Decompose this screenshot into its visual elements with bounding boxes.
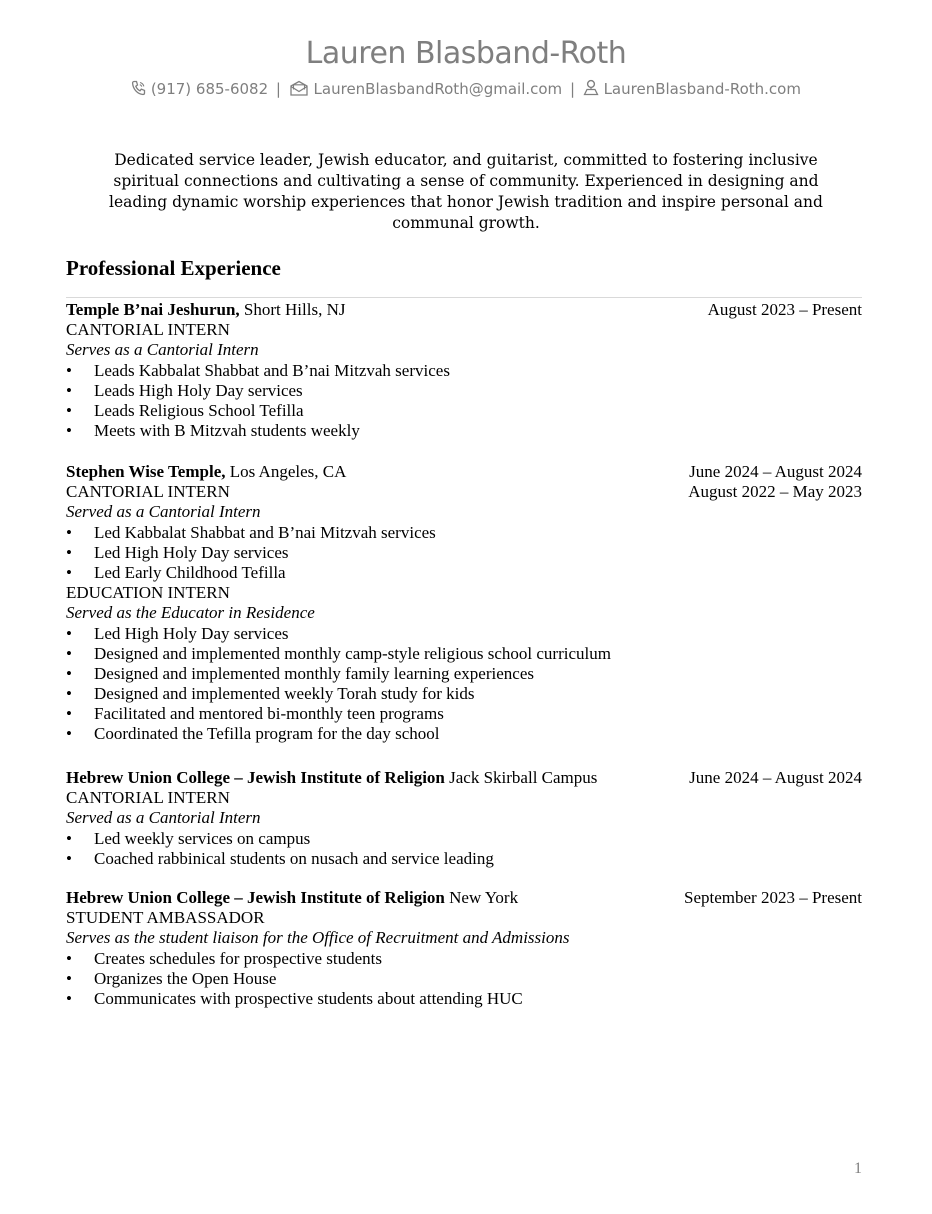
bullet-icon: •	[66, 968, 72, 988]
organization-name: Stephen Wise Temple,	[66, 462, 226, 481]
contact-separator: |	[569, 80, 576, 98]
duties-list	[66, 624, 862, 745]
bullet-icon: •	[66, 828, 72, 848]
bullet-icon: •	[66, 400, 72, 420]
list-item: • Leads Kabbalat Shabbat and B’nai Mitzvah services	[66, 360, 450, 380]
list-item: • Organizes the Open House	[66, 968, 277, 988]
bullet-icon: •	[66, 663, 72, 683]
duties-list	[66, 829, 862, 869]
date-range: August 2023 – Present	[707, 300, 862, 319]
entry-header	[66, 300, 862, 320]
section-divider	[66, 297, 862, 298]
organization-name: Hebrew Union College – Jewish Institute of Religion	[66, 768, 445, 787]
bullet-icon: •	[66, 988, 72, 1008]
job-title: CANTORIAL INTERN	[66, 320, 230, 340]
list-item: • Led High Holy Day services	[66, 542, 289, 562]
email-address[interactable]: LaurenBlasbandRoth@gmail.com	[313, 80, 563, 98]
organization-location: Los Angeles, CA	[225, 462, 347, 481]
list-item: • Designed and implemented weekly Torah study for kids	[66, 684, 475, 704]
experience-entry	[66, 768, 862, 869]
job-description: Served as the Educator in Residence	[66, 603, 315, 623]
bullet-icon: •	[66, 643, 72, 663]
bullet-icon: •	[66, 704, 72, 724]
bullet-icon: •	[66, 948, 72, 968]
entry-dates	[684, 888, 862, 908]
website-link[interactable]: LaurenBlasband-Roth.com	[603, 80, 801, 98]
bullet-icon: •	[66, 623, 72, 643]
date-range: September 2023 – Present	[684, 888, 862, 907]
bullet-icon: •	[66, 421, 72, 441]
bullet-icon: •	[66, 380, 72, 400]
job-description: Serves as a Cantorial Intern	[66, 340, 259, 360]
date-range: August 2022 – May 2023	[688, 482, 862, 502]
organization-name: Hebrew Union College – Jewish Institute of Religion	[66, 888, 445, 907]
list-item: • Led Early Childhood Tefilla	[66, 562, 286, 582]
list-item: • Coached rabbinical students on nusach and service leading	[66, 848, 494, 868]
experience-entry	[66, 462, 862, 745]
mail-icon	[289, 80, 314, 98]
entry-header	[66, 888, 862, 908]
job-description: Serves as the student liaison for the Office of Recruitment and Admissions	[66, 928, 570, 948]
list-item: • Leads Religious School Tefilla	[66, 400, 304, 420]
list-item: • Led High Holy Day services	[66, 623, 289, 643]
entry-header	[66, 768, 862, 788]
bullet-icon: •	[66, 542, 72, 562]
job-title: CANTORIAL INTERN	[66, 788, 230, 808]
bullet-icon: •	[66, 848, 72, 868]
list-item: • Communicates with prospective students about attending HUC	[66, 988, 523, 1008]
job-description: Served as a Cantorial Intern	[66, 808, 261, 828]
job-title: EDUCATION INTERN	[66, 583, 230, 603]
experience-entry	[66, 888, 862, 1009]
list-item: • Led Kabbalat Shabbat and B’nai Mitzvah services	[66, 522, 436, 542]
professional-summary: Dedicated service leader, Jewish educator, and guitarist, committed to fostering inclusive spiritual connections and cultivating a sense of community. Experienced in designing and leading dynamic worship experiences that honor Jewish tradition and inspire personal and communal growth.	[109, 151, 823, 232]
duties-list	[66, 361, 862, 442]
organization-location: Jack Skirball Campus	[444, 768, 598, 787]
candidate-name: Lauren Blasband-Roth	[305, 36, 627, 71]
list-item: • Meets with B Mitzvah students weekly	[66, 421, 360, 441]
entry-dates	[708, 300, 862, 320]
bullet-icon: •	[66, 724, 72, 744]
list-item: • Designed and implemented monthly family learning experiences	[66, 663, 534, 683]
job-title: CANTORIAL INTERN	[66, 482, 230, 502]
organization-name: Temple B’nai Jeshurun,	[66, 300, 240, 319]
entry-dates	[689, 768, 862, 788]
list-item: • Designed and implemented monthly camp-style religious school curriculum	[66, 643, 611, 663]
bullet-icon: •	[66, 522, 72, 542]
bullet-icon: •	[66, 684, 72, 704]
page-number: 1	[854, 1160, 862, 1177]
list-item: • Led weekly services on campus	[66, 828, 311, 848]
duties-list	[66, 523, 862, 584]
duties-list	[66, 949, 862, 1010]
organization-location: Short Hills, NJ	[239, 300, 346, 319]
bullet-icon: •	[66, 360, 72, 380]
phone-icon	[131, 80, 151, 98]
list-item: • Coordinated the Tefilla program for the day school	[66, 724, 440, 744]
organization-location: New York	[444, 888, 519, 907]
job-title: STUDENT AMBASSADOR	[66, 908, 265, 928]
list-item: • Facilitated and mentored bi-monthly teen programs	[66, 704, 444, 724]
contact-line	[0, 79, 932, 98]
list-item: • Creates schedules for prospective students	[66, 948, 382, 968]
date-range: June 2024 – August 2024	[689, 768, 862, 787]
job-description: Served as a Cantorial Intern	[66, 502, 261, 522]
experience-entry	[66, 300, 862, 441]
date-range: June 2024 – August 2024	[689, 462, 862, 481]
bullet-icon: •	[66, 562, 72, 582]
phone-number[interactable]: (917) 685-6082	[150, 80, 269, 98]
section-title: Professional Experience	[66, 256, 281, 280]
person-location-icon	[583, 80, 604, 98]
contact-separator: |	[275, 80, 281, 98]
list-item: • Leads High Holy Day services	[66, 380, 303, 400]
